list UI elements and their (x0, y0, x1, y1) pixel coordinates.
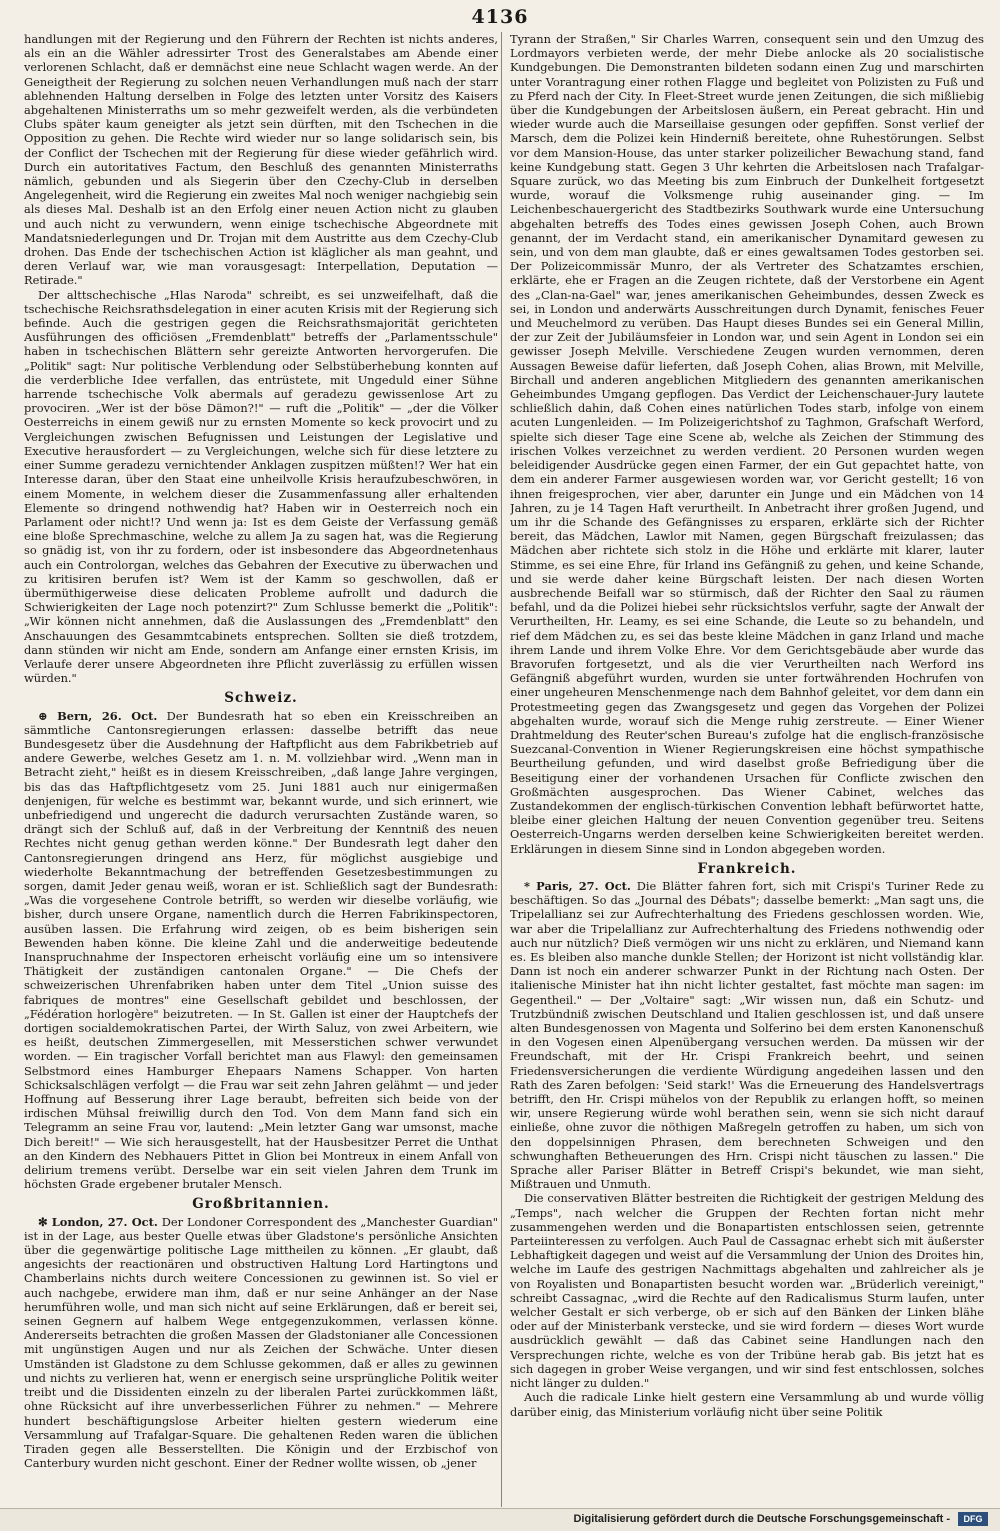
column-divider (501, 32, 502, 1507)
article-text: Die Blätter fahren fort, sich mit Crispi's Turiner Rede zu beschäftigen. So das „Journal des Débats"; dasselbe bemerkt: „Man sagt uns, die Tripelallianz sei zur Aufrechterhaltung des Friedens geschlossen worden. Wie, war aber die Tripelallianz zur Aufrechterhaltung des Friedens nothwendig oder auch nur nützlich? Dieß vermögen wir uns nicht zu erklären, und Niemand kann es. Es bleiben also manche dunkle Stellen; der Horizont ist nicht vollständig klar. Dann ist noch ein anderer schwarzer Punkt in der Richtung nach Osten. Der italienische Minister hat ihn nicht lichter gestaltet, fast möchte man sagen: im Gegentheil." — Der „Voltaire" sagt: „Wir wissen nun, daß ein Schutz- und Trutzbündniß zwischen Deutschland und Italien geschlossen ist, und daß unsere alten Bundesgenossen von Magenta und Solferino bei dem ersten Kanonenschuß in den Vogesen einen Alpenübergang versuchen werden. Da müssen wir der Freundschaft, mit der Hr. Crispi Frankreich beehrt, und seinen Friedensversicherungen die verdiente Würdigung angedeihen lassen und den Rath des Zaren befolgen: 'Seid stark!' Was die Erneuerung des Handelsvertrags betrifft, den Hr. Crispi mühelos von der Republik zu erlangen hofft, so meinen wir, unsere Regierung würde wohl berathen sein, wenn sie sich nicht darauf einließe, ohne zuvor die nöthigen Maßregeln getroffen zu haben, um sich von den doppelsinnigen Phrasen, dem berechneten Schweigen und den schwunghaften Betheuerungen des Hrn. Crispi nicht täuschen zu lassen." Die Sprache aller Pariser Blätter in Betreff Crispi's bekundet, wie man sieht, Mißtrauen und Unmuth. (510, 878, 984, 1192)
dateline: ✻ London, 27. Oct. (38, 1214, 158, 1229)
dfg-logo: DFG (958, 1512, 988, 1526)
left-column (24, 32, 498, 1507)
section-heading-schweiz: Schweiz. (224, 690, 298, 707)
article-text: Der Bundesrath hat so eben ein Kreisschreiben an sämmtliche Cantonsregierungen erlassen: dasselbe betrifft das neue Bundesgesetz über die Ausdehnung der Haftpflicht aus dem Fabrikbetrieb auf andere Gewerbe, welches Gesetz am 1. n. M. vollziehbar wird. „Wenn man in Betracht zieht," heißt es in diesem Kreisschreiben, „daß lange Jahre vergingen, bis das das Haftpflichtgesetz vom 25. Juni 1881 auch nur einigermaßen denjenigen, für welche es bestimmt war, bekannt wurde, und sich erinnert, wie unbefriedigend und ungerecht die dadurch verursachten Zustände waren, so drängt sich der Schluß auf, daß in der Verbreitung der Kenntniß des neuen Rechtes nicht genug gethan werden könne." Der Bundesrath legt daher den Cantonsregierungen dringend ans Herz, für möglichst ausgiebige und wiederholte Bekanntmachung der betreffenden Gesetzesbestimmungen zu sorgen, damit Jeder genau weiß, woran er ist. Schließlich sagt der Bundesrath: „Was die vorgesehene Controle betrifft, so werden wir dieselbe vorläufig, wie bisher, durch unsere Organe, namentlich durch die Herren Fabrikinspectoren, ausüben lassen. Die Erfahrung wird zeigen, ob es beim bisherigen sein Bewenden haben könne. Die kleine Zahl und die anderweitige bedeutende Inanspruchnahme der Inspectoren erheischt vorläufig eine um so intensivere Thätigkeit der zuständigen cantonalen Organe." — Die Chefs der schweizerischen Uhrenfabriken haben unter dem Titel „Union suisse des fabriques de montres" eine Gesellschaft gebildet und beschlossen, der „Fédération horlogère" beizutreten. — In St. Gallen ist einer der Hauptchefs der dortigen socialdemokratischen Partei, der Wirth Saluz, von zwei Arbeitern, wie es heißt, deutschen Zimmergesellen, mit Messerstichen schwer verwundet worden. — Ein tragischer Vorfall berichtet man aus Flawyl: den gemeinsamen Selbstmord eines Hamburger Ehepaars Namens Schapper. Von harten Schicksalschlägen verfolgt — die Frau war seit zehn Jahren gelähmt — und jeder Hoffnung auf Besserung ihrer Lage beraubt, befreiten sich beide von der irdischen Mühsal freiwillig durch den Tod. Von dem Mann fand sich ein Telegramm an seine Frau vor, lautend: „Mein letzter Gang war umsonst, mache Dich bereit!" — Wie sich herausgestellt, hat der Hausbesitzer Perret die Unthat an den Kindern des Nebhauers Pittet in Glion bei Montreux in einem Anfall von delirium tremens verübt. Derselbe war ein seit vielen Jahren dem Trunk im höchsten Grade ergebener brutaler Mensch. (24, 708, 498, 1192)
dateline: * Paris, 27. Oct. (524, 878, 631, 893)
footer-bar (0, 1508, 1000, 1531)
dateline: ⊕ Bern, 26. Oct. (38, 708, 158, 723)
article-text: Der Londoner Correspondent des „Manchester Guardian" ist in der Lage, aus bester Quelle etwas über Gladstone's persönliche Ansichten über die gegenwärtige politische Lage mittheilen zu können. „Er glaubt, daß angesichts der reactionären und obstructiven Haltung Lord Hartingtons und Chamberlains nichts durch weitere Concessionen zu gewinnen ist. So viel er auch nachgebe, erwidere man ihm, daß er nur seine Anhänger an der Nase herumführen wolle, und man sich nicht auf seine Erklärungen, daß er bereit sei, seinen Gegnern auf halbem Wege entgegenzukommen, verlassen könne. Andererseits betrachten die großen Massen der Gladstonianer alle Concessionen mit ungünstigen Augen und nur als Zeichen der Schwäche. Unter diesen Umständen ist Gladstone zu dem Schlusse gekommen, daß er alles zu gewinnen und nichts zu verlieren hat, wenn er energisch seine ursprüngliche Politik weiter treibt und die Dissidenten einzeln zu der liberalen Partei zurückkommen läßt, ohne Rücksicht auf ihre unverbesserlichen Führer zu nehmen." — Mehrere hundert beschäftigungslose Arbeiter hielten gestern wiederum eine Versammlung auf Trafalgar-Square. Die gehaltenen Reden waren die üblichen Tiraden gegen alle Besserstellten. Die Königin und der Erzbischof von Canterbury wurden nicht geschont. Einer der Redner wollte wissen, ob „jener (24, 1214, 498, 1471)
section-heading-frankreich: Frankreich. (697, 860, 797, 877)
article-bern (24, 709, 498, 1192)
footer-credit: Digitalisierung gefördert durch die Deutsche Forschungsgemeinschaft - (573, 1513, 950, 1525)
paragraph: Tyrann der Straßen," Sir Charles Warren, consequent sein und den Umzug des Lordmayors verbieten werde, der mehr Diebe anlocke als 20 socialistische Kundgebungen. Die Demonstranten bildeten sodann einen Zug und marschirten unter Vorantragung einer rothen Flagge und begleitet von Polizisten zu Fuß und zu Pferd nach der City. In Fleet-Street wurde jenen Zeitungen, die sich mißliebig über die Kundgebungen der Arbeitslosen äußern, ein Pereat gebracht. Hin und wieder wurde auch die Marseillaise gesungen oder gepfiffen. Sonst verlief der Marsch, dem die Polizei kein Hinderniß bereitete, ohne Ruhestörungen. Selbst vor dem Mansion-House, das unter starker polizeilicher Bewachung stand, fand keine Kundgebung statt. Gegen 3 Uhr kehrten die Arbeitslosen nach Trafalgar-Square zurück, wo das Meeting bis zum Einbruch der Dunkelheit fortgesetzt wurde, worauf die Volksmenge ruhig auseinander ging. — Im Leichenbeschauergericht des Stadtbezirks Southwark wurde eine Untersuchung abgehalten betreffs des Todes eines gewissen Joseph Cohen, auch Brown genannt, der im Verdacht stand, ein amerikanischer Dynamitard gewesen zu sein, und von dem man glaubte, daß er eines gewaltsamen Todes gestorben sei. Der Polizeicommissär Munro, der als Vertreter des Schatzamtes erschien, erklärte, ehe er Fragen an die Zeugen richtete, daß der Verstorbene ein Agent des „Clan-na-Gael" war, jenes amerikanischen Geheimbundes, dessen Zweck es sei, in London und anderwärts Ausschreitungen durch Dynamit, fenisches Feuer und Meuchelmord zu verüben. Das Haupt dieses Bundes sei ein General Millin, der zur Zeit der Jubiläumsfeier in London war, und sein Agent in London sei ein gewisser Joseph Melville. Verschiedene Zeugen wurden vernommen, deren Aussagen Beweise dafür lieferten, daß Joseph Cohen, alias Brown, mit Melville, Birchall und anderen angeblichen Mitgliedern des genannten amerikanischen Geheimbundes Umgang gepflogen. Das Verdict der Leichenschauer-Jury lautete schließlich dahin, daß Cohen eines natürlichen Todes starb, infolge von einem acuten Lungenleiden. — Im Polizeigerichtshof zu Taghmon, Grafschaft Werford, spielte sich dieser Tage eine Scene ab, welche als Zeichen der Stimmung des irischen Volkes verzeichnet zu werden verdient. 20 Personen wurden wegen beleidigender Ausdrücke gegen einen Farmer, der ein Gut gepachtet hatte, von dem ein anderer Farmer ausgewiesen worden war, vor Gericht gestellt; 16 von ihnen freigesprochen, vier aber, darunter ein Junge und ein Mädchen von 14 Jahren, zu je 14 Tagen Haft verurtheilt. In Anbetracht ihrer großen Jugend, und um ihr die Schande des Gefängnisses zu ersparen, erklärte sich der Richter bereit, das Mädchen, Lawlor mit Namen, gegen Bürgschaft freizulassen; das Mädchen aber richtete sich stolz in die Höhe und erklärte mit klarer, lauter Stimme, es sei eine Ehre, für Irland ins Gefängniß zu gehen, und keine Schande, und sie werde daher keine Bürgschaft leisten. Der nach diesen Worten ausbrechende Beifall war so stürmisch, daß der Richter den Saal zu räumen befahl, und da die Polizei hiebei sehr rücksichtslos verfuhr, sagte der Anwalt der Verurtheilten, Hr. Leamy, es sei eine Schande, die Leute so zu behandeln, und rief dem Mädchen zu, es sei das beste kleine Mädchen in ganz Irland und mache ihrem Lande und ihrem Volke Ehre. Vor dem Gerichtsgebäude aber wurde das Bravorufen fortgesetzt, und als die vier Verurtheilten nach Werford ins Gefängniß abgeführt wurden, wurden sie unter fortwährenden Hochrufen von einer ungeheuren Menschenmenge nach dem Bahnhof geleitet, vor dem dann ein Protestmeeting gegen das Zwangsgesetz und gegen das Vorgehen der Polizei abgehalten wurde, worauf sich die Menge ruhig zerstreute. — Einer Wiener Drahtmeldung des Reuter'schen Bureau's zufolge hat die englisch-französische Suezcanal-Convention in Wiener Regierungskreisen eine höchst sympathische Beurtheilung gefunden, und wird daselbst große Befriedigung über die Beseitigung einer der vorhandenen Ursachen für Conflicte zwischen den Großmächten ausgesprochen. Das Wiener Cabinet, welches das Zustandekommen der englisch-türkischen Convention lebhaft befürwortet hatte, bleibe einer gleichen Haltung der neuen Convention gegenüber treu. Seitens Oesterreich-Ungarns werden derselben keine Schwierigkeiten bereitet werden. Erklärungen in diesem Sinne sind in London abgegeben worden. (510, 32, 984, 856)
article-london (24, 1215, 498, 1471)
paragraph: Auch die radicale Linke hielt gestern eine Versammlung ab und wurde völlig darüber einig, das Ministerium vorläufig nicht über seine Politik (510, 1390, 984, 1419)
right-column (510, 32, 984, 1507)
page-number: 4136 (471, 6, 529, 28)
article-paris (510, 879, 984, 1191)
section-heading-grossbritannien: Großbritannien. (192, 1196, 330, 1213)
paragraph: Die conservativen Blätter bestreiten die Richtigkeit der gestrigen Meldung des „Temps", nach welcher die Gruppen der Rechten fortan nicht mehr zusammengehen werden und die Bonapartisten entschlossen seien, getrennte Parteiinteressen zu verfolgen. Auch Paul de Cassagnac erhebt sich mit äußerster Lebhaftigkeit dagegen und weist auf die Versammlung der Union des Droites hin, welche im Laufe des gestrigen Nachmittags abgehalten und zahlreicher als je von Royalisten und Bonapartisten besucht worden war. „Brüderlich vereinigt," schreibt Cassagnac, „wird die Rechte auf den Radicalismus Sturm laufen, unter welcher Gestalt er sich verberge, ob er sich auf den Bänken der Linken blähe oder auf der Ministerbank verstecke, und sie wird fordern — dieses Wort wurde ausdrücklich gewählt — daß das Cabinet seine Handlungen nach den Versprechungen richte, welche es von der Tribüne herab gab. Bis jetzt hat es sich dagegen in grober Weise vergangen, und wir sind fest entschlossen, solches nicht länger zu dulden." (510, 1191, 984, 1391)
paragraph: handlungen mit der Regierung und den Führern der Rechten ist nichts anderes, als ein an die Wähler adressirter Trost des Generalstabes am Abende einer verlorenen Schlacht, daß er demnächst eine neue Schlacht wagen werde. An der Geneigtheit der Regierung zu solchen neuen Verhandlungen muß nach der starr ablehnenden Haltung derselben in Folge des letzten unter Vorsitz des Kaisers abgehaltenen Ministerraths um so mehr gezweifelt werden, als die verbündeten Clubs später kaum geneigter als jetzt sein dürften, mit den Tschechen in die Opposition zu gehen. Die Rechte wird wieder nur so lange solidarisch sein, bis der Conflict der Tschechen mit der Regierung für diese wieder gefährlich wird. Durch ein autoritatives Factum, den Beschluß des genannten Ministerraths nämlich, gebunden und als Siegerin über den Czechy-Club in derselben Angelegenheit, wird die Regierung ein zweites Mal noch weniger nachgiebig sein als dieses Mal. Deshalb ist an den Erfolg einer neuen Action nicht zu glauben und auch nicht zu verwundern, wenn einige tschechische Abgeordnete mit Mandatsniederlegungen und Dr. Trojan mit dem Austritte aus dem Czechy-Club drohen. Das Ende der tschechischen Action ist kläglicher als man geahnt, und deren Verlauf war, wie man vorausgesagt: Interpellation, Deputation — Retirade." (24, 32, 498, 288)
paragraph: Der alttschechische „Hlas Naroda" schreibt, es sei unzweifelhaft, daß die tschechische Reichsrathsdelegation in einer acuten Krisis mit der Regierung sich befinde. Auch die gestrigen gegen die Reichsrathsmajorität gerichteten Ausführungen des officiösen „Fremdenblatt" betreffs der „Parlamentsschule" haben in tschechischen Blättern sehr gereizte Antworten hervorgerufen. Die „Politik" sagt: Nur politische Verblendung oder Selbstüberhebung konnten auf die verderbliche Idee verfallen, das entrüstete, mit Ungeduld einer Sühne harrende tschechische Volk abermals auf geradezu gewissenlose Art zu provociren. „Wer ist der böse Dämon?!" — ruft die „Politik" — „der die Völker Oesterreichs in einem gewiß nur zu ernsten Momente so keck provocirt und zu Vergleichungen zwischen Befugnissen und Leistungen der Legislative und Executive herausfordert — zu Vergleichungen, welche sich für diese letztere zu einer Summe geradezu vernichtender Anklagen zuspitzen müßten!? Wer hat ein Interesse daran, über den Staat eine unheilvolle Krisis heraufzubeschwören, in einem Momente, in welchem dieser die Zusammenfassung aller erhaltenden Elemente so dringend nothwendig hat? Haben wir in Oesterreich noch ein Parlament oder nicht!? Und wenn ja: Ist es dem Geiste der Verfassung gemäß eine bloße Sprechmaschine, welche zu allem Ja zu sagen hat, was die Regierung so gnädig ist, von ihr zu fordern, oder ist insbesondere das Abgeordnetenhaus auch ein Controlorgan, welches das Gebahren der Executive zu überwachen und zu kritisiren berufen ist? Wem ist der Kamm so geschwollen, daß er übermüthigerweise diese delicaten Probleme aufrollt und dadurch die Schwierigkeiten der Lage noch potenzirt?" Zum Schlusse bemerkt die „Politik": „Wir können nicht annehmen, daß die Auslassungen des „Fremdenblatt" den Anschauungen des Gesammtcabinets entsprechen. Sollten sie dieß trotzdem, dann stünden wir nicht am Ende, sondern am Anfange einer ernsten Krisis, im Verlaufe derer unsere Abgeordneten ihre Pflicht zuverlässig zu erfüllen wissen würden." (24, 287, 498, 686)
